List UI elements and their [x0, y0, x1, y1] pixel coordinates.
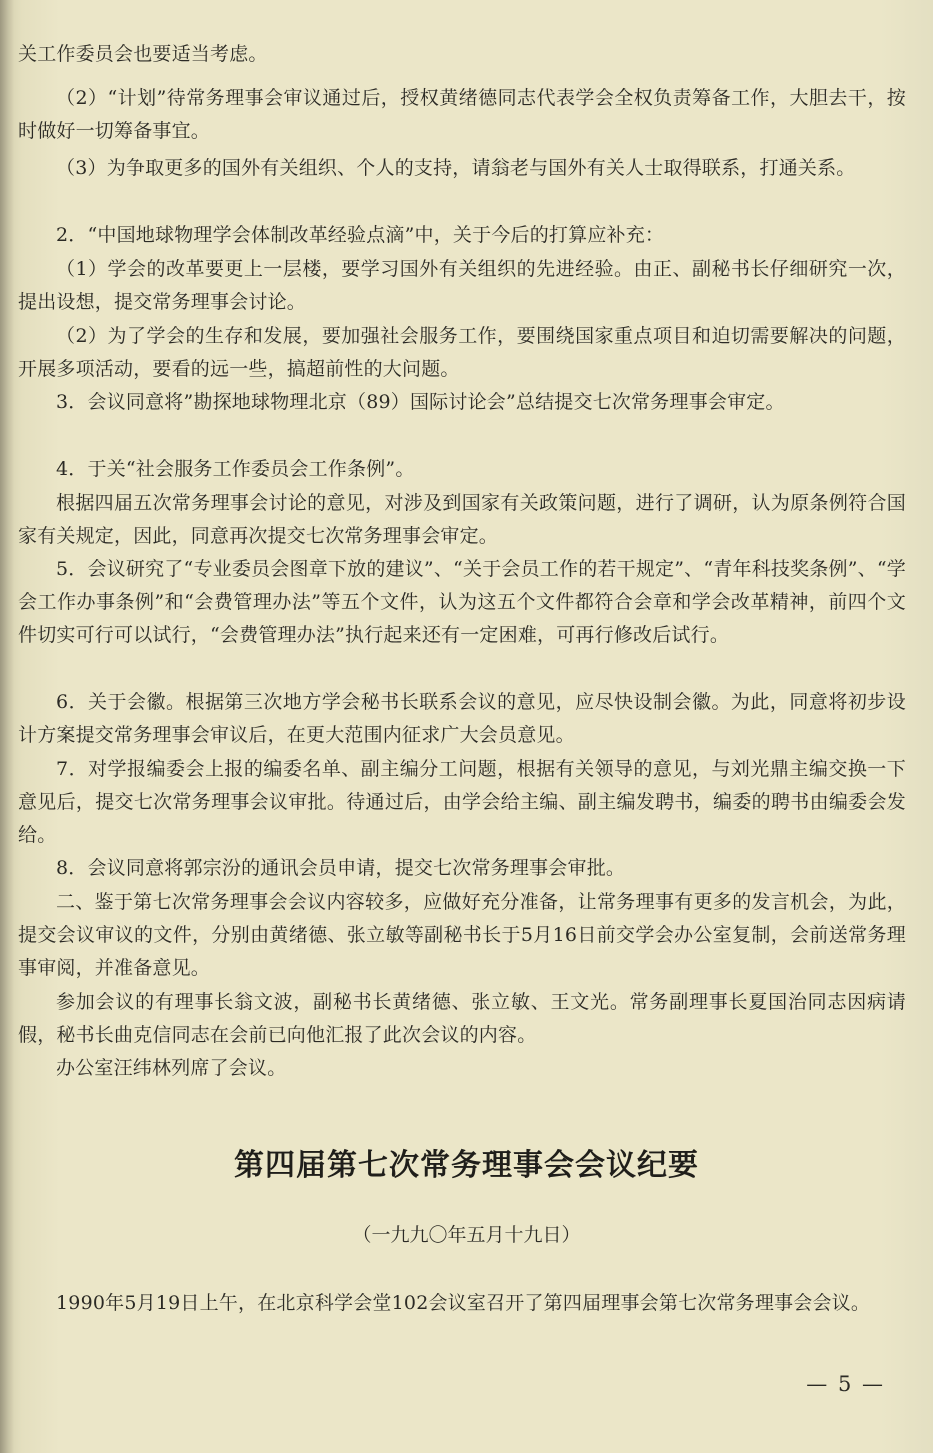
- document-title: 第四届第七次常务理事会会议纪要: [234, 1148, 699, 1183]
- paragraph-section-7: 7．对学报编委会上报的编委名单、副主编分工问题，根据有关领导的意见，与刘光鼎主编交换一下意见后，提交七次常务理事会议审批。待通过后，由学会给主编、副主编发聘书，编委的聘书由编委会发给。: [18, 758, 906, 846]
- paragraph-attendees: 参加会议的有理事长翁文波，副秘书长黄绪德、张立敏、王文光。常务副理事长夏国治同志因病请假，秘书长曲克信同志在会前已向他汇报了此次会议的内容。: [18, 991, 906, 1046]
- paragraph-sub-1: （1）学会的改革要更上一层楼，要学习国外有关组织的先进经验。由正、副秘书长仔细研究一次，提出设想，提交常务理事会讨论。: [18, 258, 906, 313]
- page-number: — 5 —: [806, 1372, 885, 1396]
- opening-paragraph: 1990年5月19日上午，在北京科学会堂102会议室召开了第四届理事会第七次常务理事会会议。: [56, 1292, 871, 1314]
- paragraph-office: 办公室汪纬林列席了会议。: [56, 1057, 287, 1079]
- paragraph-section-4: 4．于关“社会服务工作委员会工作条例”。: [56, 458, 415, 480]
- paragraph-section-2: 2．“中国地球物理学会体制改革经验点滴”中，关于今后的打算应补充：: [56, 224, 665, 246]
- paragraph-sub-2: （2）为了学会的生存和发展，要加强社会服务工作，要围绕国家重点项目和迫切需要解决的问题，开展多项活动，要看的远一些，搞超前性的大问题。: [18, 325, 906, 380]
- paragraph-item-2: （2）“计划”待常务理事会审议通过后，授权黄绪德同志代表学会全权负责筹备工作，大胆去干，按时做好一切筹备事宜。: [18, 87, 906, 142]
- paragraph-section-4-detail: 根据四届五次常务理事会讨论的意见，对涉及到国家有关政策问题，进行了调研，认为原条例符合国家有关规定，因此，同意再次提交七次常务理事会审定。: [18, 492, 906, 547]
- paragraph-item-3: （3）为争取更多的国外有关组织、个人的支持，请翁老与国外有关人士取得联系，打通关系。: [56, 157, 856, 179]
- paragraph-continuation: 关工作委员会也要适当考虑。: [18, 43, 268, 65]
- paragraph-section-6: 6．关于会徽。根据第三次地方学会秘书长联系会议的意见，应尽快设制会徽。为此，同意将初步设计方案提交常务理事会审议后，在更大范围内征求广大会员意见。: [18, 691, 906, 746]
- paragraph-section-5: 5．会议研究了“专业委员会图章下放的建议”、“关于会员工作的若干规定”、“青年科技奖条例”、“学会工作办事条例”和“会费管理办法”等五个文件，认为这五个文件都符合会章和学会改革精神，前四个文件切实可行可以试行，“会费管理办法”执行起来还有一定困难，可再行修改后试行。: [18, 558, 906, 646]
- paragraph-section-8: 8．会议同意将郭宗汾的通讯会员申请，提交七次常务理事会审批。: [56, 857, 626, 879]
- paragraph-part-2: 二、鉴于第七次常务理事会会议内容较多，应做好充分准备，让常务理事有更多的发言机会，为此，提交会议审议的文件，分别由黄绪德、张立敏等副秘书长于5月16日前交学会办公室复制，会前送常务理事审阅，并准备意见。: [18, 891, 906, 979]
- paragraph-section-3: 3．会议同意将”勘探地球物理北京（89）国际讨论会”总结提交七次常务理事会审定。: [56, 391, 785, 413]
- document-date: （一九九〇年五月十九日）: [352, 1224, 581, 1246]
